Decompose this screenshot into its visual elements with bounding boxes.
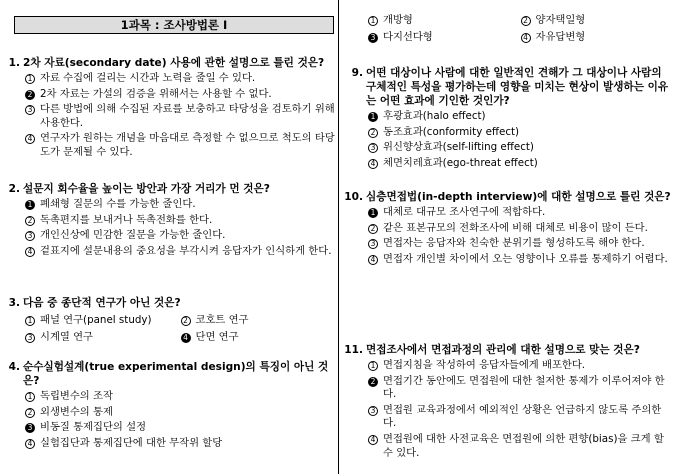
- filled-3-marker: 3: [25, 423, 35, 433]
- option-1[interactable]: 1 자료 수집에 걸리는 시간과 노력을 줄일 수 있다.: [25, 72, 336, 86]
- circled-3-marker: 3: [368, 406, 378, 416]
- circled-4-marker: 4: [25, 247, 35, 257]
- question-4: [0, 360, 336, 450]
- question-text: 면접조사에서 면접과정의 관리에 대한 설명으로 맞는 것은?: [366, 344, 640, 356]
- option-4-answer[interactable]: 4 단면 연구: [181, 331, 337, 345]
- option-2[interactable]: 2 동조효과(conformity effect): [368, 126, 673, 140]
- option-1-answer[interactable]: 1 대체로 대규모 조사연구에 적합하다.: [368, 206, 673, 220]
- option-2[interactable]: 2 같은 표본규모의 전화조사에 비해 대체로 비용이 많이 든다.: [368, 222, 673, 236]
- option-3[interactable]: 3 면접원 교육과정에서 예외적인 상황은 언급하지 않도록 주의한다.: [368, 404, 673, 431]
- filled-1-marker: 1: [368, 112, 378, 122]
- question-number: 9.: [351, 67, 363, 79]
- option-4[interactable]: 4 면접원에 대한 사전교육은 면접원에 의한 편향(bias)을 크게 할 수 있다.: [368, 433, 673, 460]
- option-4[interactable]: 4 체면치레효과(ego-threat effect): [368, 157, 673, 171]
- circled-3-marker: 3: [368, 239, 378, 249]
- option-3[interactable]: 3 위신향상효과(self-lifting effect): [368, 141, 673, 155]
- question-number: 4.: [8, 361, 20, 373]
- question-3: [0, 296, 336, 344]
- option-2-answer[interactable]: 2 2차 자료는 가설의 검증을 위해서는 사용할 수 없다.: [25, 88, 336, 102]
- question-9: [343, 66, 673, 170]
- filled-1-marker: 1: [368, 208, 378, 218]
- question-text: 설문지 회수율을 높이는 방안과 가장 거리가 먼 것은?: [23, 183, 270, 195]
- filled-3-marker: 3: [368, 33, 378, 43]
- question-10: [343, 190, 673, 266]
- option-1-answer[interactable]: 1 후광효과(halo effect): [368, 110, 673, 124]
- filled-2-marker: 2: [368, 377, 378, 387]
- question-text: 어떤 대상이나 사람에 대한 일반적인 견해가 그 대상이나 사람의 구체적인 특성을 평가하는데 영향을 미치는 현상이 발생하는 이유는 어떤 효과에 기인한 것인가?: [366, 67, 669, 107]
- option-3-answer[interactable]: 3 다지선다형: [368, 31, 521, 45]
- circled-2-marker: 2: [25, 408, 35, 418]
- question-text: 순수실험설계(true experimental design)의 특징이 아닌 것은?: [23, 361, 329, 387]
- option-2[interactable]: 2 코호트 연구: [181, 314, 337, 328]
- circled-2-marker: 2: [181, 316, 191, 326]
- circled-1-marker: 1: [368, 361, 378, 371]
- question-number: 2.: [8, 183, 20, 195]
- circled-4-marker: 4: [368, 435, 378, 445]
- option-4[interactable]: 4 면접자 개인별 차이에서 오는 영향이나 오류를 통제하기 어렵다.: [368, 253, 673, 267]
- circled-4-marker: 4: [521, 33, 531, 43]
- question-number: 10.: [344, 191, 363, 203]
- circled-3-marker: 3: [368, 143, 378, 153]
- circled-2-marker: 2: [25, 216, 35, 226]
- circled-2-marker: 2: [368, 128, 378, 138]
- question-number: 1.: [8, 57, 20, 69]
- option-2[interactable]: 2 외생변수의 통제: [25, 406, 336, 420]
- circled-4-marker: 4: [25, 134, 35, 144]
- option-1[interactable]: 1 독립변수의 조작: [25, 390, 336, 404]
- filled-2-marker: 2: [25, 90, 35, 100]
- question-number: 3.: [8, 297, 20, 309]
- circled-3-marker: 3: [25, 231, 35, 241]
- question-text: 심층면접법(in-depth interview)에 대한 설명으로 틀린 것은?: [366, 191, 671, 203]
- option-3-answer[interactable]: 3 비동질 통제집단의 설정: [25, 421, 336, 435]
- option-1[interactable]: 1 개방형: [368, 14, 521, 28]
- question-text: 2차 자료(secondary date) 사용에 관한 설명으로 틀린 것은?: [23, 57, 325, 69]
- circled-1-marker: 1: [25, 316, 35, 326]
- option-4[interactable]: 4 겉표지에 설문내용의 중요성을 부각시켜 응답자가 인식하게 한다.: [25, 245, 336, 259]
- option-3[interactable]: 3 다른 방법에 의해 수집된 자료를 보충하고 타당성을 검토하기 위해 사용한다.: [25, 103, 336, 130]
- question-8-options: [343, 14, 673, 44]
- circled-1-marker: 1: [368, 16, 378, 26]
- option-2[interactable]: 2 독촉편지를 보내거나 독촉전화를 한다.: [25, 214, 336, 228]
- option-3[interactable]: 3 면접자는 응답자와 친숙한 분위기를 형성하도록 해야 한다.: [368, 237, 673, 251]
- circled-4-marker: 4: [368, 255, 378, 265]
- option-2-answer[interactable]: 2 면접기간 동안에도 면접원에 대한 철저한 통제가 이루어져야 한다.: [368, 375, 673, 402]
- circled-2-marker: 2: [521, 16, 531, 26]
- question-1: [0, 56, 336, 160]
- circled-1-marker: 1: [25, 74, 35, 84]
- circled-2-marker: 2: [368, 224, 378, 234]
- question-2: [0, 182, 336, 258]
- option-4[interactable]: 4 자유답변형: [521, 31, 674, 45]
- option-1[interactable]: 1 면접지침을 작성하여 응답자들에게 배포한다.: [368, 359, 673, 373]
- option-1[interactable]: 1 패널 연구(panel study): [25, 314, 181, 328]
- option-1-answer[interactable]: 1 폐쇄형 질문의 수를 가능한 줄인다.: [25, 198, 336, 212]
- option-3[interactable]: 3 개인신상에 민감한 질문을 가능한 줄인다.: [25, 229, 336, 243]
- column-divider: [338, 0, 339, 474]
- circled-4-marker: 4: [25, 439, 35, 449]
- circled-3-marker: 3: [25, 333, 35, 343]
- filled-1-marker: 1: [25, 200, 35, 210]
- question-11: [343, 343, 673, 460]
- filled-4-marker: 4: [181, 333, 191, 343]
- option-4[interactable]: 4 연구자가 원하는 개념을 마음대로 측정할 수 없으므로 척도의 타당도가 문제될 수 있다.: [25, 132, 336, 159]
- subject-title: 1과목 : 조사방법론 I: [14, 16, 334, 34]
- circled-1-marker: 1: [25, 392, 35, 402]
- circled-4-marker: 4: [368, 159, 378, 169]
- question-text: 다음 중 종단적 연구가 아닌 것은?: [23, 297, 181, 309]
- option-2[interactable]: 2 양자택일형: [521, 14, 674, 28]
- circled-3-marker: 3: [25, 105, 35, 115]
- option-3[interactable]: 3 시계열 연구: [25, 331, 181, 345]
- option-4[interactable]: 4 실험집단과 통제집단에 대한 무작위 할당: [25, 437, 336, 451]
- question-number: 11.: [344, 344, 363, 356]
